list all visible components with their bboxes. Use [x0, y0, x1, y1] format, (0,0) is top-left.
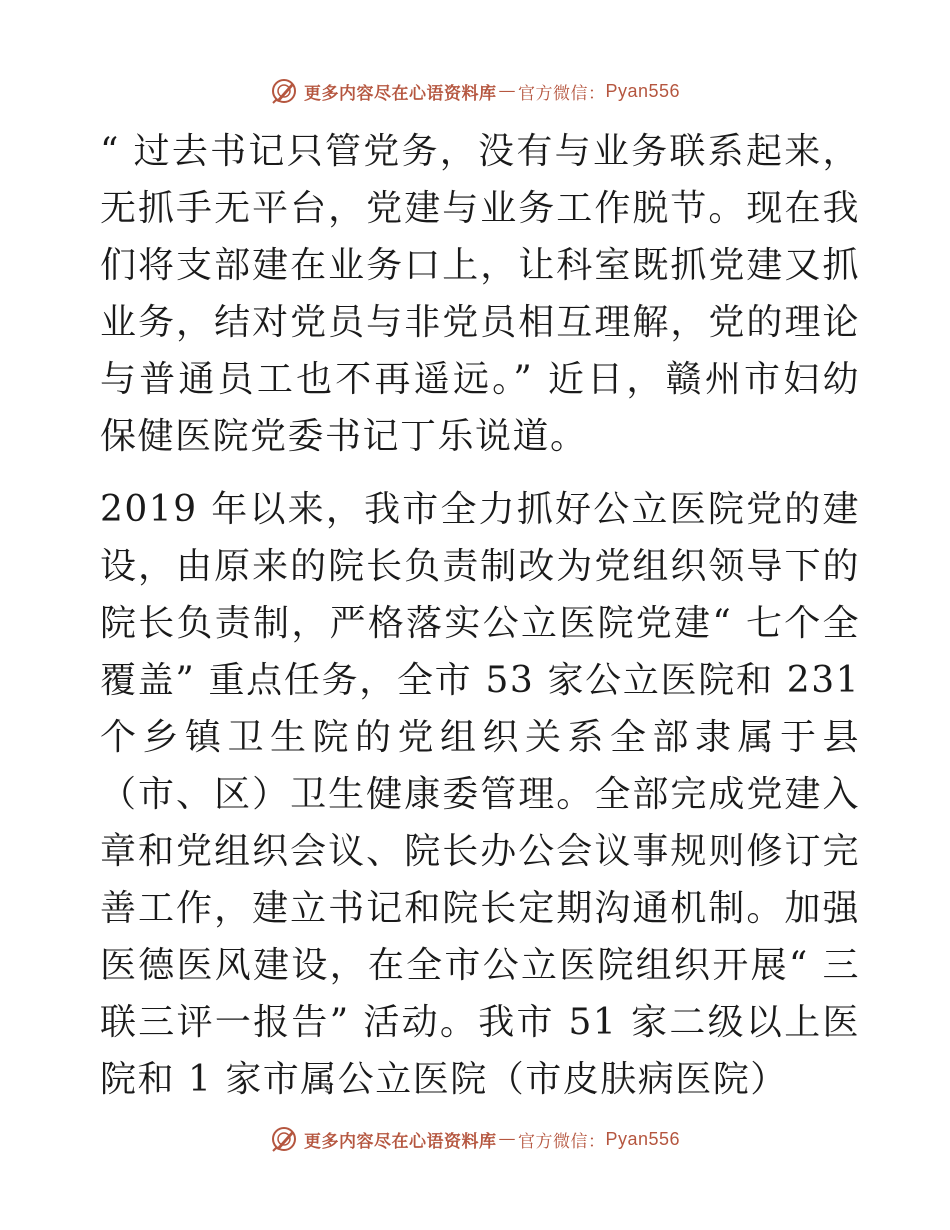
- quill-logo-icon: [270, 77, 298, 105]
- watermark-text: 更多内容尽在心语资料库: [303, 83, 497, 104]
- body-text: [100, 123, 860, 1108]
- paragraph: 2019 年以来，我市全力抓好公立医院党的建设，由原来的院长负责制改为党组织领导下的院长负责制，严格落实公立医院党建“ 七个全覆盖” 重点任务，全市 53 家公立医院和 231 个乡镇卫生院的党组织关系全部隶属于县（市、区）卫生健康委管理。全部完成党建入章和党组织会议、院长办公会议事规则修订完善工作，建立书记和院长定期沟通机制。加强医德医风建设，在全市公立医院组织开展“ 三联三评一报告” 活动。我市 51 家二级以上医院和 1 家市属公立医院（市皮肤病医院）: [100, 489, 860, 1100]
- watermark-label: 官方微信：: [517, 83, 606, 104]
- watermark-label: 官方微信：: [517, 1131, 606, 1152]
- paragraph: “ 过去书记只管党务，没有与业务联系起来，无抓手无平台，党建与业务工作脱节。现在我们将支部建在业务口上，让科室既抓党建又抓业务，结对党员与非党员相互理解，党的理论与普通员工也不再遥远。” 近日，赣州市妇幼保健医院党委书记丁乐说道。: [100, 131, 860, 457]
- watermark-dash: —: [498, 81, 516, 101]
- watermark-text: 更多内容尽在心语资料库: [303, 1131, 497, 1152]
- watermark-id: Pyan556: [605, 80, 681, 101]
- watermark-id: Pyan556: [605, 1128, 681, 1149]
- header-watermark: [0, 74, 950, 108]
- footer-watermark: [0, 1122, 950, 1156]
- watermark-dash: —: [498, 1129, 516, 1149]
- quill-logo-icon: [270, 1125, 298, 1153]
